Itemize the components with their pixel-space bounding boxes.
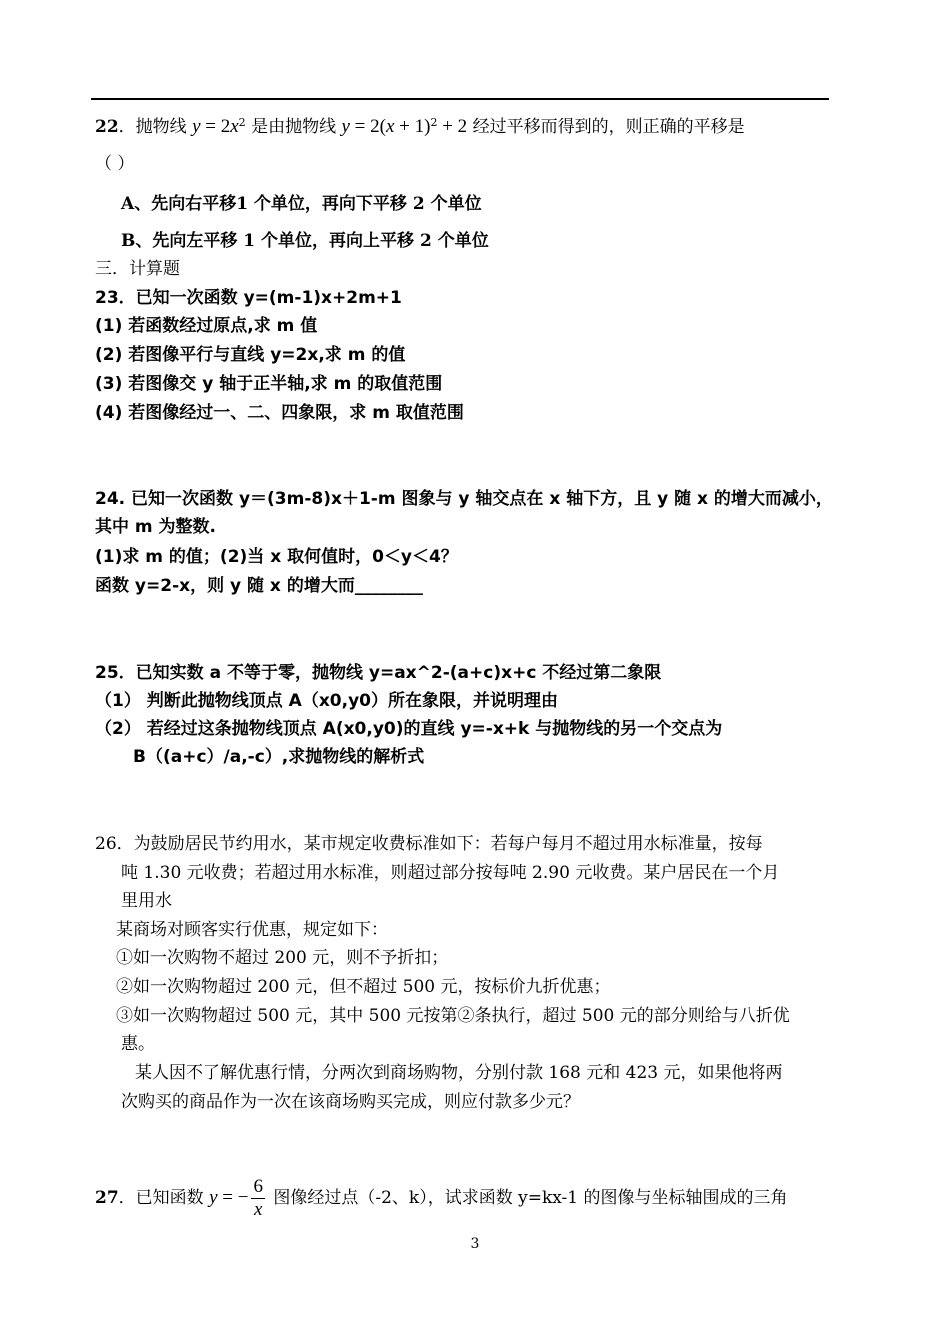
q24-line-4: 函数 y=2-x，则 y 随 x 的增大而________ [95, 576, 423, 596]
q27-number: 27 [95, 1188, 119, 1208]
q22-answer-blank: （ ） [95, 154, 135, 174]
q26-line-1: 26．为鼓励居民节约用水，某市规定收费标准如下：若每户每月不超过用水标准量，按每 [95, 834, 763, 854]
q24-line-1: 24. 已知一次函数 y＝(3m-8)x＋1-m 图象与 y 轴交点在 x 轴下方，且 y 随 x 的增大而减小， [95, 489, 833, 509]
q22-option-a: A、先向右平移1 个单位，再向下平移 2 个单位 [121, 194, 482, 214]
q22-stem: 22．抛物线 $y = 2x^2$ 是由抛物线 $y = 2(x + 1)^2 + 2$ 经过平移而得到的，则正确的平移是 [95, 116, 745, 137]
q25-line-1: 25．已知实数 a 不等于零，抛物线 y=ax^2-(a+c)x+c 不经过第二象限 [95, 663, 662, 683]
q24-line-3: (1)求 m 的值；(2)当 x 取何值时，0＜y＜4？ [95, 547, 458, 567]
q23-part-4: (4) 若图像经过一、二、四象限，求 m 取值范围 [95, 403, 464, 423]
q23-stem: 23．已知一次函数 y=(m-1)x+2m+1 [95, 288, 402, 308]
page-number: 3 [470, 1236, 480, 1252]
q24-line-2: 其中 m 为整数. [95, 517, 217, 537]
q26-rule-2: ②如一次购物超过 200 元，但不超过 500 元，按标价九折优惠； [116, 977, 611, 997]
q26-line-4: 某商场对顾客实行优惠，规定如下： [116, 920, 388, 940]
q25-line-2: （1） 判断此抛物线顶点 A（x0,y0）所在象限，并说明理由 [95, 691, 558, 711]
q26-line-9: 某人因不了解优惠行情，分两次到商场购物，分别付款 168 元和 423 元，如果他将两 [135, 1063, 783, 1083]
q23-part-1: (1) 若函数经过原点,求 m 值 [95, 316, 318, 336]
q25-line-3: （2） 若经过这条抛物线顶点 A(x0,y0)的直线 y=-x+k 与抛物线的另一个交点为 [95, 719, 723, 739]
q27-stem: 27．已知函数 y = − $\frac{6}{x}$ 图像经过点（-2、k），试求函数 y=kx-1 的图像与坐标轴围成的三角 [95, 1176, 788, 1220]
q23-part-3: (3) 若图像交 y 轴于正半轴,求 m 的取值范围 [95, 374, 443, 394]
formula-parabola-1: y [192, 116, 201, 137]
q22-option-b: B、先向左平移 1 个单位，再向上平移 2 个单位 [121, 231, 489, 251]
q26-line-2: 吨 1.30 元收费；若超过用水标准，则超过部分按每吨 2.90 元收费。某户居民在一个月 [121, 863, 780, 883]
q26-line-3: 里用水 [121, 891, 172, 911]
section-heading: 三．计算题 [95, 259, 180, 279]
q26-rule-1: ①如一次购物不超过 200 元，则不予折扣； [116, 948, 449, 968]
formula-inverse-function: y [209, 1187, 218, 1208]
q25-line-4: B（(a+c）/a,-c）,求抛物线的解析式 [133, 747, 425, 767]
fraction-6-over-x: $\frac{6}{x}$ [253, 1176, 263, 1220]
q23-part-2: (2) 若图像平行与直线 y=2x,求 m 的值 [95, 345, 406, 365]
q26-rule-3: ③如一次购物超过 500 元，其中 500 元按第②条执行，超过 500 元的部分则给与八折优 [116, 1006, 790, 1026]
q26-line-10: 次购买的商品作为一次在该商场购买完成，则应付款多少元？ [121, 1092, 580, 1112]
header-rule [91, 98, 829, 100]
formula-parabola-2: y [341, 116, 350, 137]
q26-line-8: 惠。 [121, 1034, 155, 1054]
q22-number: 22 [95, 117, 119, 137]
